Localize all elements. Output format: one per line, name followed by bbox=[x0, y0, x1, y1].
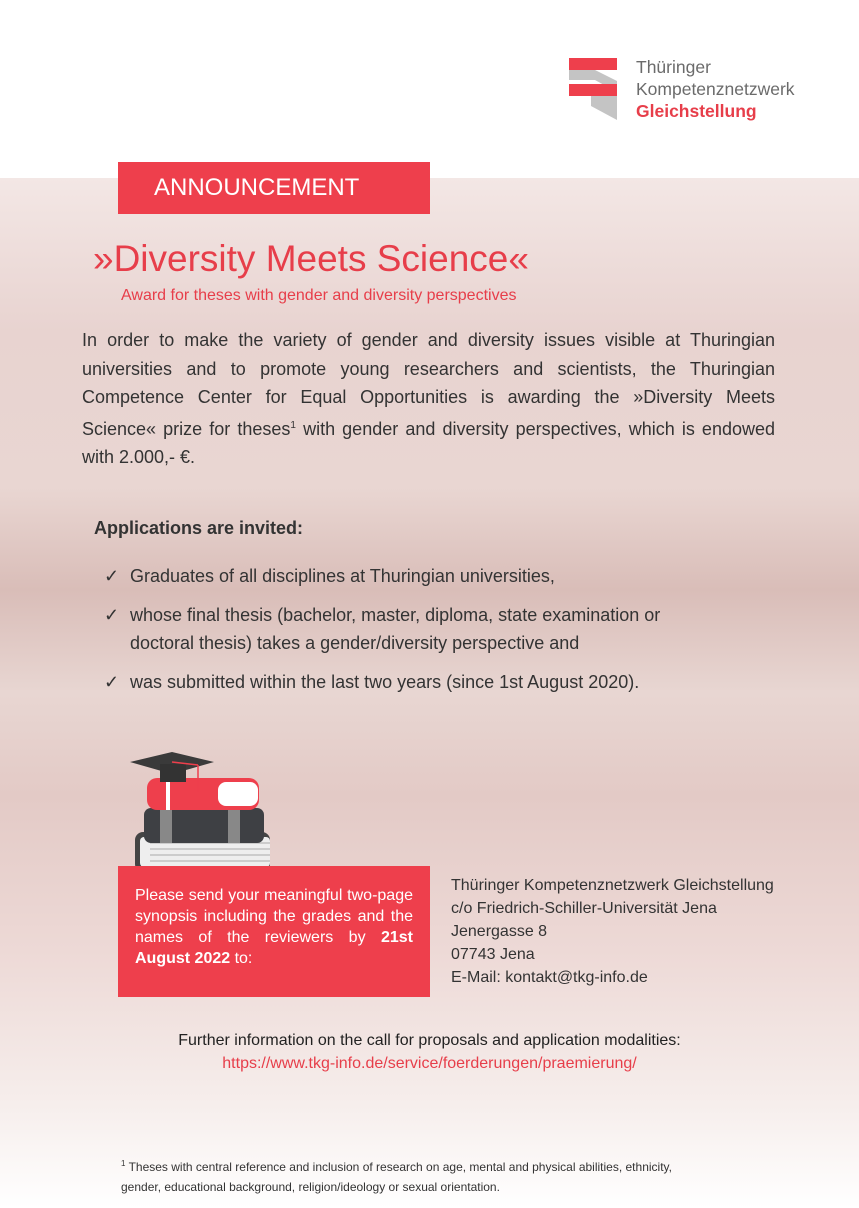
address-line: c/o Friedrich-Schiller-Universität Jena bbox=[451, 900, 717, 917]
footnote-number: 1 bbox=[121, 1159, 126, 1168]
address-line: 07743 Jena bbox=[451, 946, 535, 963]
email-line[interactable]: E-Mail: kontakt@tkg-info.de bbox=[451, 969, 648, 986]
list-item bbox=[104, 601, 694, 657]
address-line: Thüringer Kompetenznetzwerk Gleichstellung bbox=[451, 877, 774, 894]
intro-text-1: In order to make the variety of gender and diversity issues visible at Thuringian universities and to promote young researchers and scientists, the Thuringian Competence Center for Equal Opportunities is awarding the »Diversity Meets Science« prize for theses bbox=[82, 330, 775, 439]
footnote-mark: 1 bbox=[290, 419, 296, 431]
checkmark-icon: ✓ bbox=[104, 566, 120, 586]
list-item bbox=[104, 562, 694, 590]
page-title: »Diversity Meets Science« bbox=[93, 238, 529, 279]
submission-text: Please send your meaningful two-page synopsis including the grades and the names of the reviewers by bbox=[135, 887, 413, 946]
logo-mark-icon bbox=[569, 56, 621, 120]
logo-line3: Gleichstellung bbox=[636, 101, 757, 121]
further-info-text: Further information on the call for proposals and application modalities: bbox=[178, 1032, 681, 1049]
logo-line2: Kompetenznetzwerk bbox=[636, 79, 795, 99]
intro-paragraph bbox=[82, 326, 775, 472]
deadline: 21st August 2022 bbox=[135, 929, 413, 967]
criterion-text: was submitted within the last two years (since 1st August 2020). bbox=[130, 672, 640, 692]
info-link[interactable]: https://www.tkg-info.de/service/foerderungen/praemierung/ bbox=[222, 1055, 637, 1072]
footnote-text: Theses with central reference and inclusion of research on age, mental and physical abilities, ethnicity, gender, educational background, religion/ideology or sexual orientation. bbox=[121, 1160, 672, 1194]
further-info bbox=[0, 1029, 859, 1075]
address-line: Jenergasse 8 bbox=[451, 923, 548, 940]
criteria-list bbox=[104, 562, 694, 707]
submission-suffix: to: bbox=[230, 950, 253, 967]
logo bbox=[569, 56, 795, 125]
intro-text-2: with gender and diversity perspectives, which is endowed with 2.000,- €. bbox=[82, 418, 775, 467]
criterion-text: whose final thesis (bachelor, master, diploma, state examination or doctoral thesis) takes a gender/diversity perspective and bbox=[130, 605, 661, 653]
subtitle: Award for theses with gender and diversity perspectives bbox=[121, 287, 517, 304]
address-block bbox=[451, 874, 774, 989]
applications-heading: Applications are invited: bbox=[94, 518, 304, 538]
books-graduation-cap-icon bbox=[130, 750, 275, 875]
criterion-text: Graduates of all disciplines at Thuringian universities, bbox=[130, 566, 555, 586]
list-item bbox=[104, 668, 694, 696]
checkmark-icon: ✓ bbox=[104, 605, 120, 625]
submission-box bbox=[118, 866, 430, 997]
checkmark-icon: ✓ bbox=[104, 672, 120, 692]
announcement-banner: ANNOUNCEMENT bbox=[118, 162, 430, 214]
logo-line1: Thüringer bbox=[636, 57, 711, 77]
footnote bbox=[121, 1154, 701, 1197]
